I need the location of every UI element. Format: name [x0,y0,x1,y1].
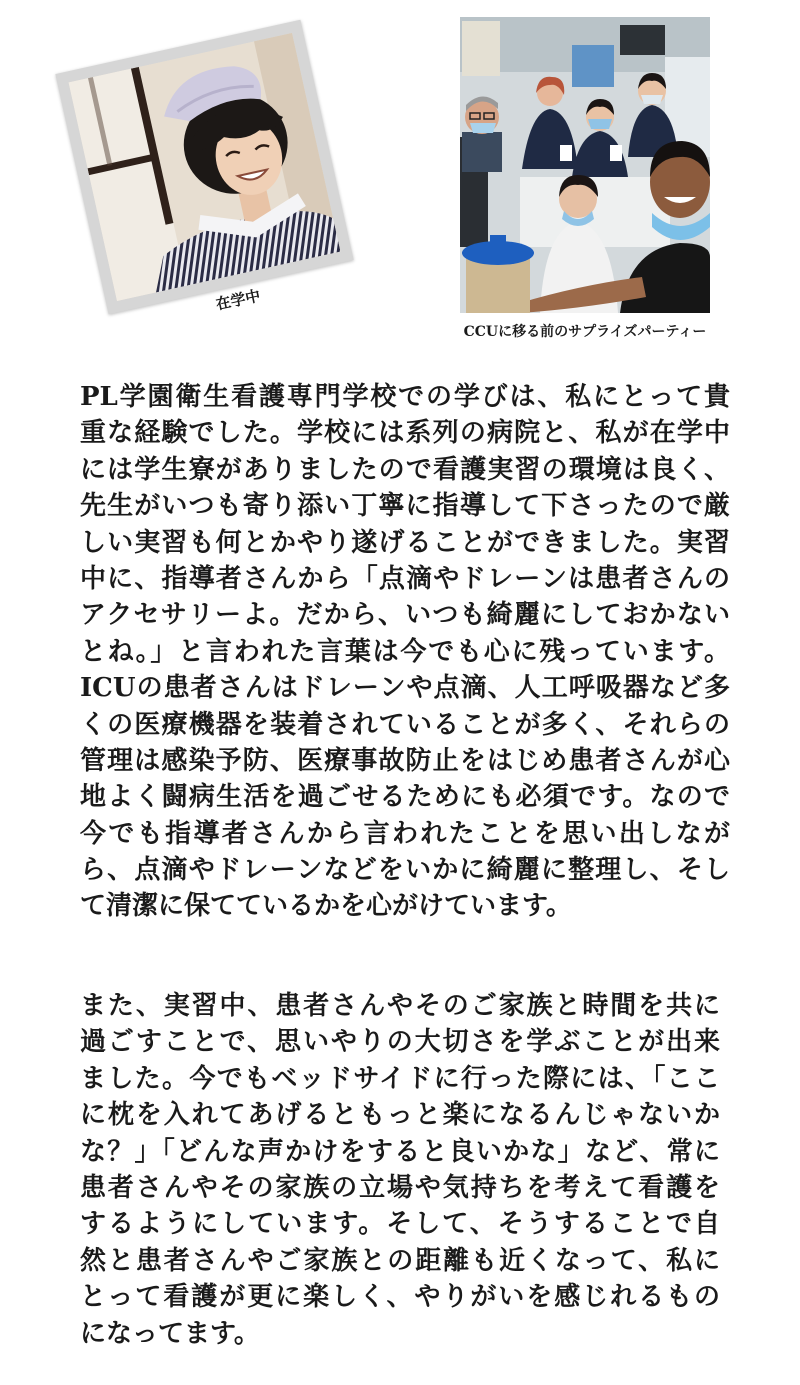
text-line: 中に、指導者さんから「点滴やドレーンは患者さんの [80,563,730,594]
text-line: 重な経験でした。学校には系列の病院と、私が在学中 [80,418,730,449]
school-photo-frame [55,20,353,314]
text-line: 先生がいつも寄り添い丁寧に指導して下さったので厳 [80,491,730,522]
text-line: また、実習中、患者さんやそのご家族と時間を共に [80,991,720,1021]
text-line: 管理は感染予防、医療事故防止をはじめ患者さんが心 [80,745,730,776]
text-line: には学生寮がありましたので看護実習の環境は良く、 [80,454,730,485]
text-line: しい実習も何とかやり遂げることができました。実習 [80,527,730,558]
text-line: くの医療機器を装着されていることが多く、それらの [80,709,730,740]
text-line: になってます。 [80,1318,260,1349]
text-line: ら、点滴やドレーンなどをいかに綺麗に整理し、そし [80,855,730,886]
group-selfie-photo [460,17,710,313]
text-line: ました。今でもベッドサイドに行った際には、「ここ [80,1063,720,1094]
text-line: するようにしています。そして、そうすることで自 [80,1209,720,1240]
blue-lid-container [462,235,534,313]
text-line: アクセサリーよ。だから、いつも綺麗にしておかない [80,600,730,631]
student-nurse-photo [68,33,340,301]
photo-caption-party: CCUに移る前のサプライズパーティー [463,324,707,340]
text-line: 今でも指導者さんから言われたことを思い出しなが [80,818,730,849]
text-line: PL学園衛生看護専門学校での学びは、私にとって貴 [80,382,730,412]
article-paragraph-2 [80,988,720,1352]
text-line: 患者さんやその家族の立場や気持ちを考えて看護を [80,1172,720,1203]
text-line: 然と患者さんやご家族との距離も近くなって、私に [80,1245,720,1276]
photo-caption-school: 在学中 [214,286,262,314]
party-photo [460,17,710,313]
text-line: な？」「どんな声かけをすると良いかな」など、常に [80,1136,720,1167]
person-glasses [462,96,502,172]
article-paragraph-1 [80,379,730,925]
text-line: て清潔に保てているかを心がけています。 [80,891,572,922]
text-line: ICUの患者さんはドレーンや点滴、人工呼吸器など多 [80,673,730,704]
text-line: とって看護が更に楽しく、やりがいを感じれるもの [80,1282,720,1313]
text-line: 地よく闘病生活を過ごせるためにも必須です。なので [80,782,730,813]
text-line: とね。」と言われた言葉は今でも心に残っています。 [80,636,730,667]
text-line: に枕を入れてあげるともっと楽になるんじゃないか [80,1100,720,1131]
text-line: 過ごすことで、思いやりの大切さを学ぶことが出来 [80,1027,720,1058]
